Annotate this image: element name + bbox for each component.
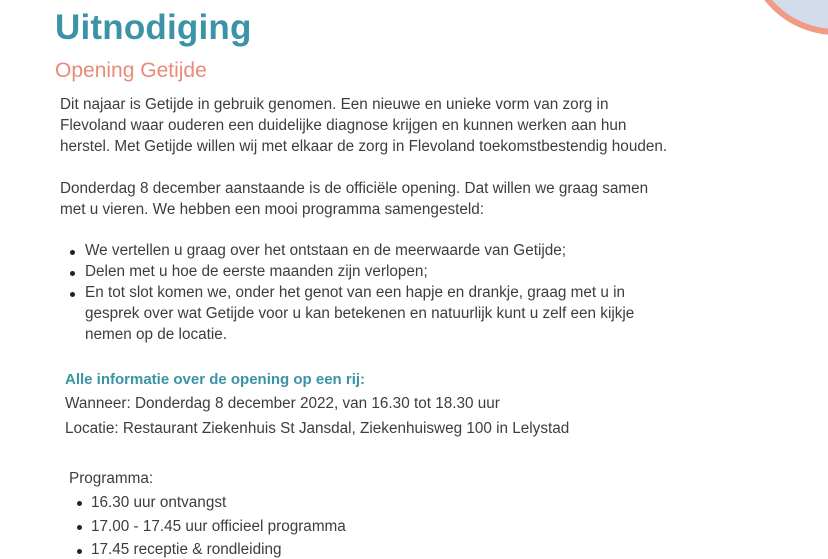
bullet-icon (70, 250, 75, 255)
opening-line: met u vieren. We hebben een mooi programma samengesteld: (60, 201, 485, 218)
intro-line: herstel. Met Getijde willen wij met elkaar de zorg in Flevoland toekomstbestendig houden. (60, 138, 668, 155)
bullet-item: gesprek over wat Getijde voor u kan betekenen en natuurlijk kunt u zelf een kijkje (85, 305, 635, 322)
program-item: 17.45 receptie & rondleiding (91, 541, 282, 558)
bullet-icon (70, 292, 75, 297)
bullet-item: Delen met u hoe de eerste maanden zijn verlopen; (85, 263, 428, 280)
bullet-icon (77, 525, 82, 530)
program-label: Programma: (69, 470, 154, 487)
location-line: Locatie: Restaurant Ziekenhuis St Jansdal, Ziekenhuisweg 100 in Lelystad (65, 420, 570, 437)
bullet-icon (70, 271, 75, 276)
program-item: 16.30 uur ontvangst (91, 494, 227, 511)
page-title: Uitnodiging (55, 8, 252, 47)
when-line: Wanneer: Donderdag 8 december 2022, van 16.30 tot 18.30 uur (65, 395, 500, 412)
intro-line: Flevoland waar ouderen een duidelijke diagnose krijgen en kunnen werken aan hun (60, 117, 627, 134)
bullet-item: We vertellen u graag over het ontstaan en de meerwaarde van Getijde; (85, 242, 567, 259)
opening-line: Donderdag 8 december aanstaande is de officiële opening. Dat willen we graag samen (60, 180, 649, 197)
decorative-circle (740, 0, 828, 36)
bullet-item: nemen op de locatie. (85, 326, 228, 343)
page-subtitle: Opening Getijde (55, 59, 207, 82)
info-heading: Alle informatie over de opening op een rij: (65, 371, 366, 388)
bullet-icon (77, 501, 82, 506)
bullet-item: En tot slot komen we, onder het genot van een hapje en drankje, graag met u in (85, 284, 625, 301)
intro-line: Dit najaar is Getijde in gebruik genomen. Een nieuwe en unieke vorm van zorg in (60, 96, 609, 113)
program-item: 17.00 - 17.45 uur officieel programma (91, 518, 346, 535)
